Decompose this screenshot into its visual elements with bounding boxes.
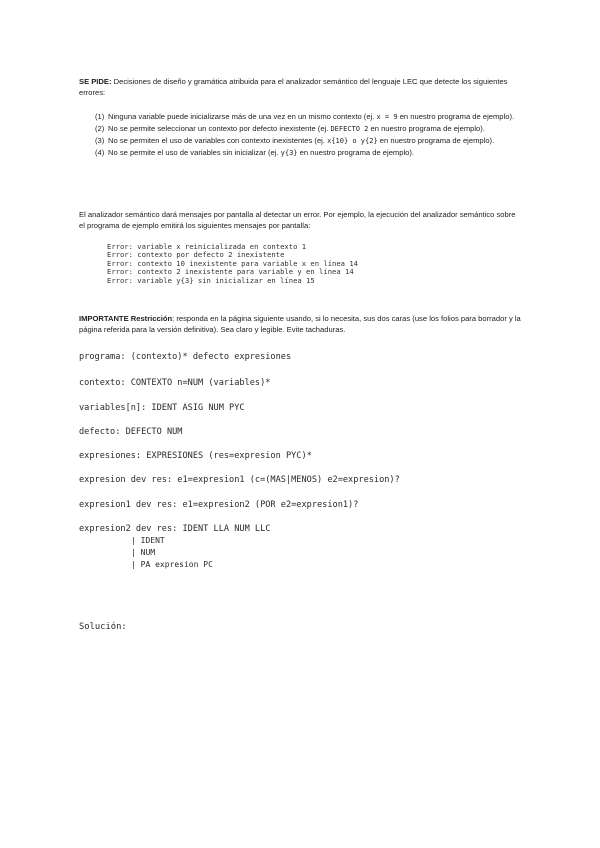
list-item-number: (4) (95, 148, 105, 157)
grammar-rule: contexto: CONTEXTO n=NUM (variables)* (79, 378, 271, 388)
list-item-number: (3) (95, 136, 105, 145)
error-messages-block (107, 243, 358, 285)
list-item-code: x = 9 (376, 113, 398, 121)
list-item-text-end: en nuestro programa de ejemplo). (399, 112, 515, 121)
list-item (95, 147, 520, 159)
error-line: Error: variable y{3} sin inicializar en línea 15 (107, 275, 315, 285)
error-line: Error: contexto 10 inexistente para variable x en línea 14 (107, 258, 358, 268)
grammar-rule: expresion2 dev res: IDENT LLA NUM LLC (79, 524, 271, 534)
list-item-text: No se permiten el uso de variables con contexto inexistentes (ej. (108, 136, 325, 145)
list-item-text: No se permite el uso de variables sin inicializar (ej. (108, 148, 279, 157)
list-item-text-end: en nuestro programa de ejemplo). (370, 124, 485, 133)
grammar-alternative: | IDENT (131, 536, 165, 545)
analyzer-paragraph: El analizador semántico dará mensajes por pantalla al detectar un error. Por ejemplo, la ejecución del analizador semántico sobre el programa de ejemplo emitirá los siguientes mensajes por pantalla: (79, 210, 516, 230)
list-item-number: (2) (95, 124, 105, 133)
list-item-text: No se permite seleccionar un contexto por defecto inexistente (ej. (108, 124, 329, 133)
grammar-alternative: | NUM (131, 548, 156, 557)
list-item-code: DEFECTO 2 (330, 125, 369, 133)
grammar-rule: expresion dev res: e1=expresion1 (c=(MAS|MENOS) e2=expresion)? (79, 475, 400, 485)
list-item-text: Ninguna variable puede inicializarse más de una vez en un mismo contexto (ej. (108, 112, 375, 121)
grammar-rule: variables[n]: IDENT ASIG NUM PYC (79, 403, 245, 413)
important-restriction (79, 313, 524, 335)
error-line: Error: contexto 2 inexistente para variable y en línea 14 (107, 267, 354, 277)
list-item (95, 123, 520, 135)
list-item (95, 135, 520, 147)
intro-lead: SE PIDE: (79, 77, 112, 86)
list-item-code: y{3} (280, 149, 298, 157)
important-text: : responda en la página siguiente usando, si lo necesita, sus dos caras (use los folios para borrador y la página referida para la versión definitiva). Sea claro y legible. Evite tachaduras. (79, 314, 521, 334)
list-item-text-end: en nuestro programa de ejemplo). (299, 148, 415, 157)
grammar-rule: defecto: DEFECTO NUM (79, 427, 183, 437)
grammar-rule: programa: (contexto)* defecto expresiones (79, 352, 292, 362)
list-item (95, 111, 520, 123)
grammar-rule: expresion1 dev res: e1=expresion2 (POR e2=expresion1)? (79, 500, 359, 510)
important-lead: IMPORTANTE Restricción (79, 314, 173, 323)
list-item-text-end: en nuestro programa de ejemplo). (379, 136, 495, 145)
requirements-list (95, 111, 520, 159)
list-item-number: (1) (95, 112, 105, 121)
solution-label: Solución: (79, 622, 127, 632)
list-item-code: x{10} o y{2} (327, 137, 378, 145)
intro-paragraph (79, 76, 519, 98)
grammar-rule: expresiones: EXPRESIONES (res=expresion PYC)* (79, 451, 312, 461)
intro-text: Decisiones de diseño y gramática atribuida para el analizador semántico del lenguaje LEC que detecte los siguientes errores: (79, 77, 508, 97)
error-line: Error: variable x reinicializada en contexto 1 (107, 242, 307, 251)
grammar-alternative: | PA expresion PC (131, 560, 213, 569)
error-line: Error: contexto por defecto 2 inexistente (107, 250, 285, 260)
